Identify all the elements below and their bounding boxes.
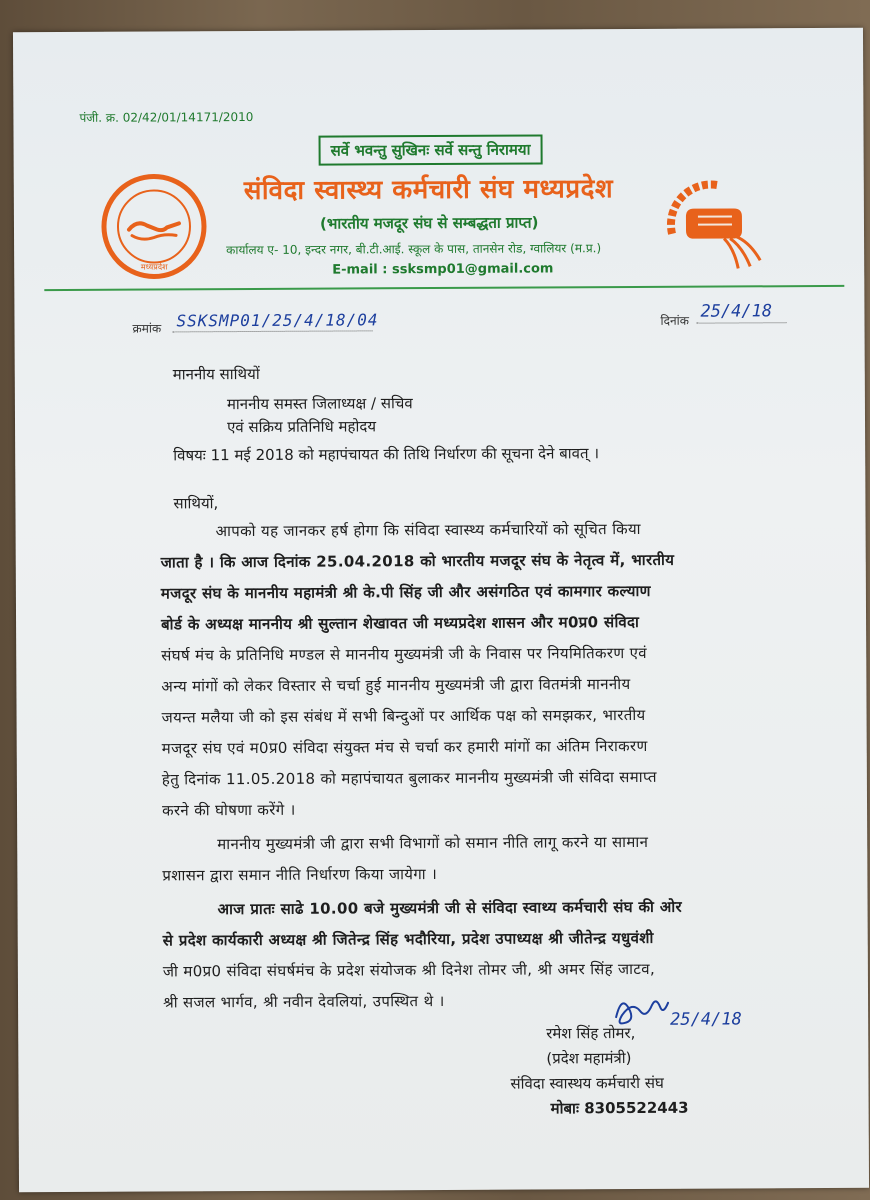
body-line: से प्रदेश कार्यकारी अध्यक्ष श्री जितेन्द्र सिंह भदौरिया, प्रदेश उपाध्यक्ष श्री जीतेन्द्र यधुवंशी bbox=[162, 928, 654, 950]
body-line: आज प्रातः साढे 10.00 बजे मुख्यमंत्री जी से संविदा स्वाथ्य कर्मचारी संघ की ओर bbox=[217, 897, 683, 919]
body-line: जी म0प्र0 संविदा संघर्षमंच के प्रदेश संयोजक श्री दिनेश तोमर जी, श्री अमर सिंह जाटव, bbox=[162, 959, 656, 981]
letter-sheet bbox=[13, 28, 869, 1192]
body-line: अन्य मांगों को लेकर विस्तार से चर्चा हुई माननीय मुख्यमंत्री जी द्वारा वितमंत्री माननीय bbox=[161, 675, 631, 696]
subject-line: विषयः 11 मई 2018 को महापंचायत की तिथि निर्धारण की सूचना देने बावत् । bbox=[173, 444, 600, 465]
registration-number: पंजी. क्र. 02/42/01/14171/2010 bbox=[79, 109, 254, 125]
date-label: दिनांक bbox=[660, 313, 689, 328]
motto-box: सर्वे भवन्तु सुखिनः सर्वे सन्तु निरामया bbox=[319, 134, 543, 165]
affiliation-line: (भारतीय मजदूर संघ से सम्बद्धता प्राप्त) bbox=[319, 213, 539, 233]
logo-left-text: मध्यप्रदेश bbox=[140, 262, 168, 272]
reference-number: SSKSMP01/25/4/18/04 bbox=[176, 310, 379, 331]
body-line: आपको यह जानकर हर्ष होगा कि संविदा स्वास्थ्य कर्मचारियों को सूचित किया bbox=[215, 519, 641, 541]
body-line: बोर्ड के अध्यक्ष माननीय श्री सुल्तान शेखावत जी मध्यप्रदेश शासन और म0प्र0 संविदा bbox=[161, 612, 640, 634]
signatory-name: रमेश सिंह तोमर, bbox=[546, 1023, 636, 1043]
signatory-designation: (प्रदेश महामंत्री) bbox=[546, 1049, 632, 1068]
signatory-mobile: मोबाः 8305522443 bbox=[550, 1098, 689, 1118]
body-line: श्री सजल भार्गव, श्री नवीन देवलियां, उपस्थित थे । bbox=[163, 991, 445, 1012]
organization-name: संविदा स्वास्थ्य कर्मचारी संघ मध्यप्रदेश bbox=[243, 174, 614, 207]
body-line: जाता है । कि आज दिनांक 25.04.2018 को भारतीय मजदूर संघ के नेतृत्व में, भारतीय bbox=[160, 550, 675, 572]
union-logo-icon bbox=[94, 171, 215, 287]
body-line: करने की घोषणा करेंगे । bbox=[161, 800, 296, 820]
letter-date: 25/4/18 bbox=[700, 301, 773, 322]
reference-underline bbox=[173, 330, 373, 333]
body-line: संघर्ष मंच के प्रतिनिधि मण्डल से माननीय मुख्यमंत्री जी के निवास पर नियमितिकरण एवं bbox=[161, 643, 647, 665]
body-line: मजदूर संघ के माननीय महामंत्री श्री के.पी सिंह जी और असंगठित एवं कामगार कल्याण bbox=[160, 581, 651, 603]
signature-date: 25/4/18 bbox=[670, 1009, 742, 1030]
body-line: हेतु दिनांक 11.05.2018 को महापंचायत बुलाकर माननीय मुख्यमंत्री जी संविदा समाप्त bbox=[161, 767, 657, 789]
body-line: प्रशासन द्वारा समान नीति निर्धारण किया जायेगा । bbox=[162, 865, 438, 885]
contact-email: E-mail : ssksmp01@gmail.com bbox=[332, 261, 554, 278]
reference-label: क्रमांक bbox=[132, 321, 162, 336]
worker-fist-icon bbox=[664, 178, 774, 274]
greeting: साथियों, bbox=[173, 494, 219, 513]
addressee-line: एवं सक्रिय प्रतिनिधि महोदय bbox=[226, 417, 377, 437]
body-line: जयन्त मलैया जी को इस संबंध में सभी बिन्दुओं पर आर्थिक पक्ष को समझकर, भारतीय bbox=[161, 705, 646, 727]
body-line: माननीय मुख्यमंत्री जी द्वारा सभी विभागों को समान नीति लागू करने या सामान bbox=[217, 832, 649, 854]
addressee-line: माननीय समस्त जिलाध्यक्ष / सचिव bbox=[226, 394, 413, 414]
office-address: कार्यालय ए- 10, इन्दर नगर, बी.टी.आई. स्कूल के पास, तानसेन रोड, ग्वालियर (म.प्र.) bbox=[226, 241, 602, 258]
salutation: माननीय साथियों bbox=[172, 364, 260, 384]
signatory-organization: संविदा स्वास्थय कर्मचारी संघ bbox=[510, 1073, 664, 1093]
date-underline bbox=[696, 322, 786, 324]
body-line: मजदूर संघ एवं म0प्र0 संविदा संयुक्त मंच से चर्चा कर हमारी मांगों का अंतिम निराकरण bbox=[161, 736, 648, 758]
